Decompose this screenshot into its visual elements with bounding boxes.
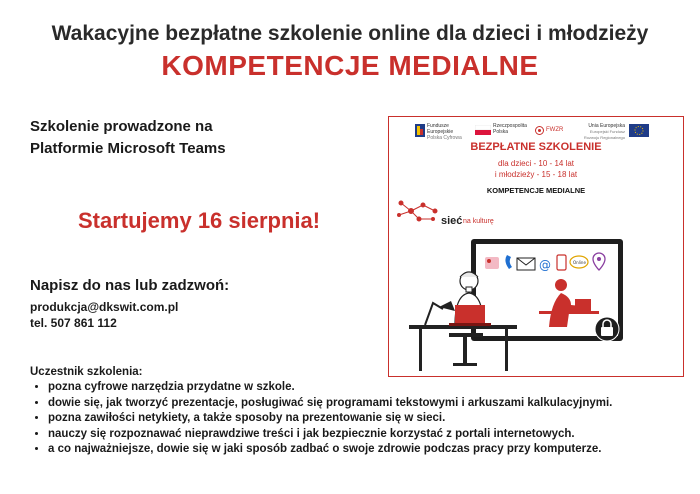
- svg-text:Online: Online: [573, 260, 586, 265]
- list-item: • a co najważniejsze, dowie się w jaki sposób zadbać o swoje zdrowie podczas pracy przy komputerze.: [48, 442, 680, 458]
- computer-illustration: [389, 229, 683, 376]
- poster-age-youth: i młodzieży - 15 - 18 lat: [494, 170, 578, 179]
- ue-logo-text: Unia Europejska Europejski Fundusz Rozwoju Regionalnego: [583, 123, 625, 140]
- network-logo-icon: [397, 197, 441, 225]
- page-subtitle: KOMPETENCJE MEDIALNE: [161, 50, 539, 81]
- list-item: • nauczy się rozpoznawać nieprawdziwe treści i jak bezpiecznie korzystać z portali internetowych.: [48, 427, 680, 443]
- poster-topic: KOMPETENCJE MEDIALNE: [486, 186, 586, 195]
- eu-flag-icon: [629, 124, 649, 137]
- fwzr-logo-text: FWZR: [546, 127, 564, 133]
- fe-logo-icon: [415, 124, 425, 137]
- contact-phone[interactable]: tel. 507 861 112: [30, 316, 117, 330]
- rp-logo-text: Rzeczpospolita Polska: [493, 123, 527, 135]
- poster-age-kids: dla dzieci - 10 - 14 lat: [497, 159, 575, 168]
- start-date-text: Startujemy 16 sierpnia!: [78, 208, 321, 233]
- fwzr-logo-icon: [535, 126, 544, 135]
- info-line-2: Platformie Microsoft Teams: [30, 140, 226, 157]
- image-icon: [485, 257, 499, 269]
- list-item: • pozna cyfrowe narzędzia przydatne w szkole.: [48, 380, 680, 396]
- contact-email[interactable]: produkcja@dkswit.com.pl: [30, 300, 179, 314]
- at-icon: @: [539, 258, 551, 272]
- contact-heading: Napisz do nas lub zadzwoń:: [30, 277, 230, 294]
- logos-bar: [389, 121, 683, 143]
- poster-image: [388, 116, 684, 377]
- page-title: Wakacyjne bezpłatne szkolenie online dla dzieci i młodzieży: [51, 22, 649, 45]
- participant-heading: Uczestnik szkolenia:: [30, 366, 143, 378]
- pl-flag-icon: [475, 125, 491, 135]
- training-info: [30, 116, 290, 160]
- list-item: • dowie się, jak tworzyć prezentacje, posługiwać się programami tekstowymi i arkuszami kalkulacyjnymi.: [48, 396, 680, 412]
- poster-title: BEZPŁATNE SZKOLENIE: [470, 141, 602, 153]
- participant-list: [30, 380, 680, 458]
- fe-logo-text: Fundusze Europejskie Polska Cyfrowa: [427, 123, 462, 141]
- brand-sub: na kulturę: [463, 218, 494, 225]
- list-item: • pozna zawiłości netykiety, a także sposoby na prezentowanie się w sieci.: [48, 411, 680, 427]
- brand-word: sieć: [441, 215, 463, 227]
- lock-icon: [601, 327, 613, 336]
- participant-section: [30, 366, 680, 458]
- info-line-1: Szkolenie prowadzone na: [30, 118, 213, 135]
